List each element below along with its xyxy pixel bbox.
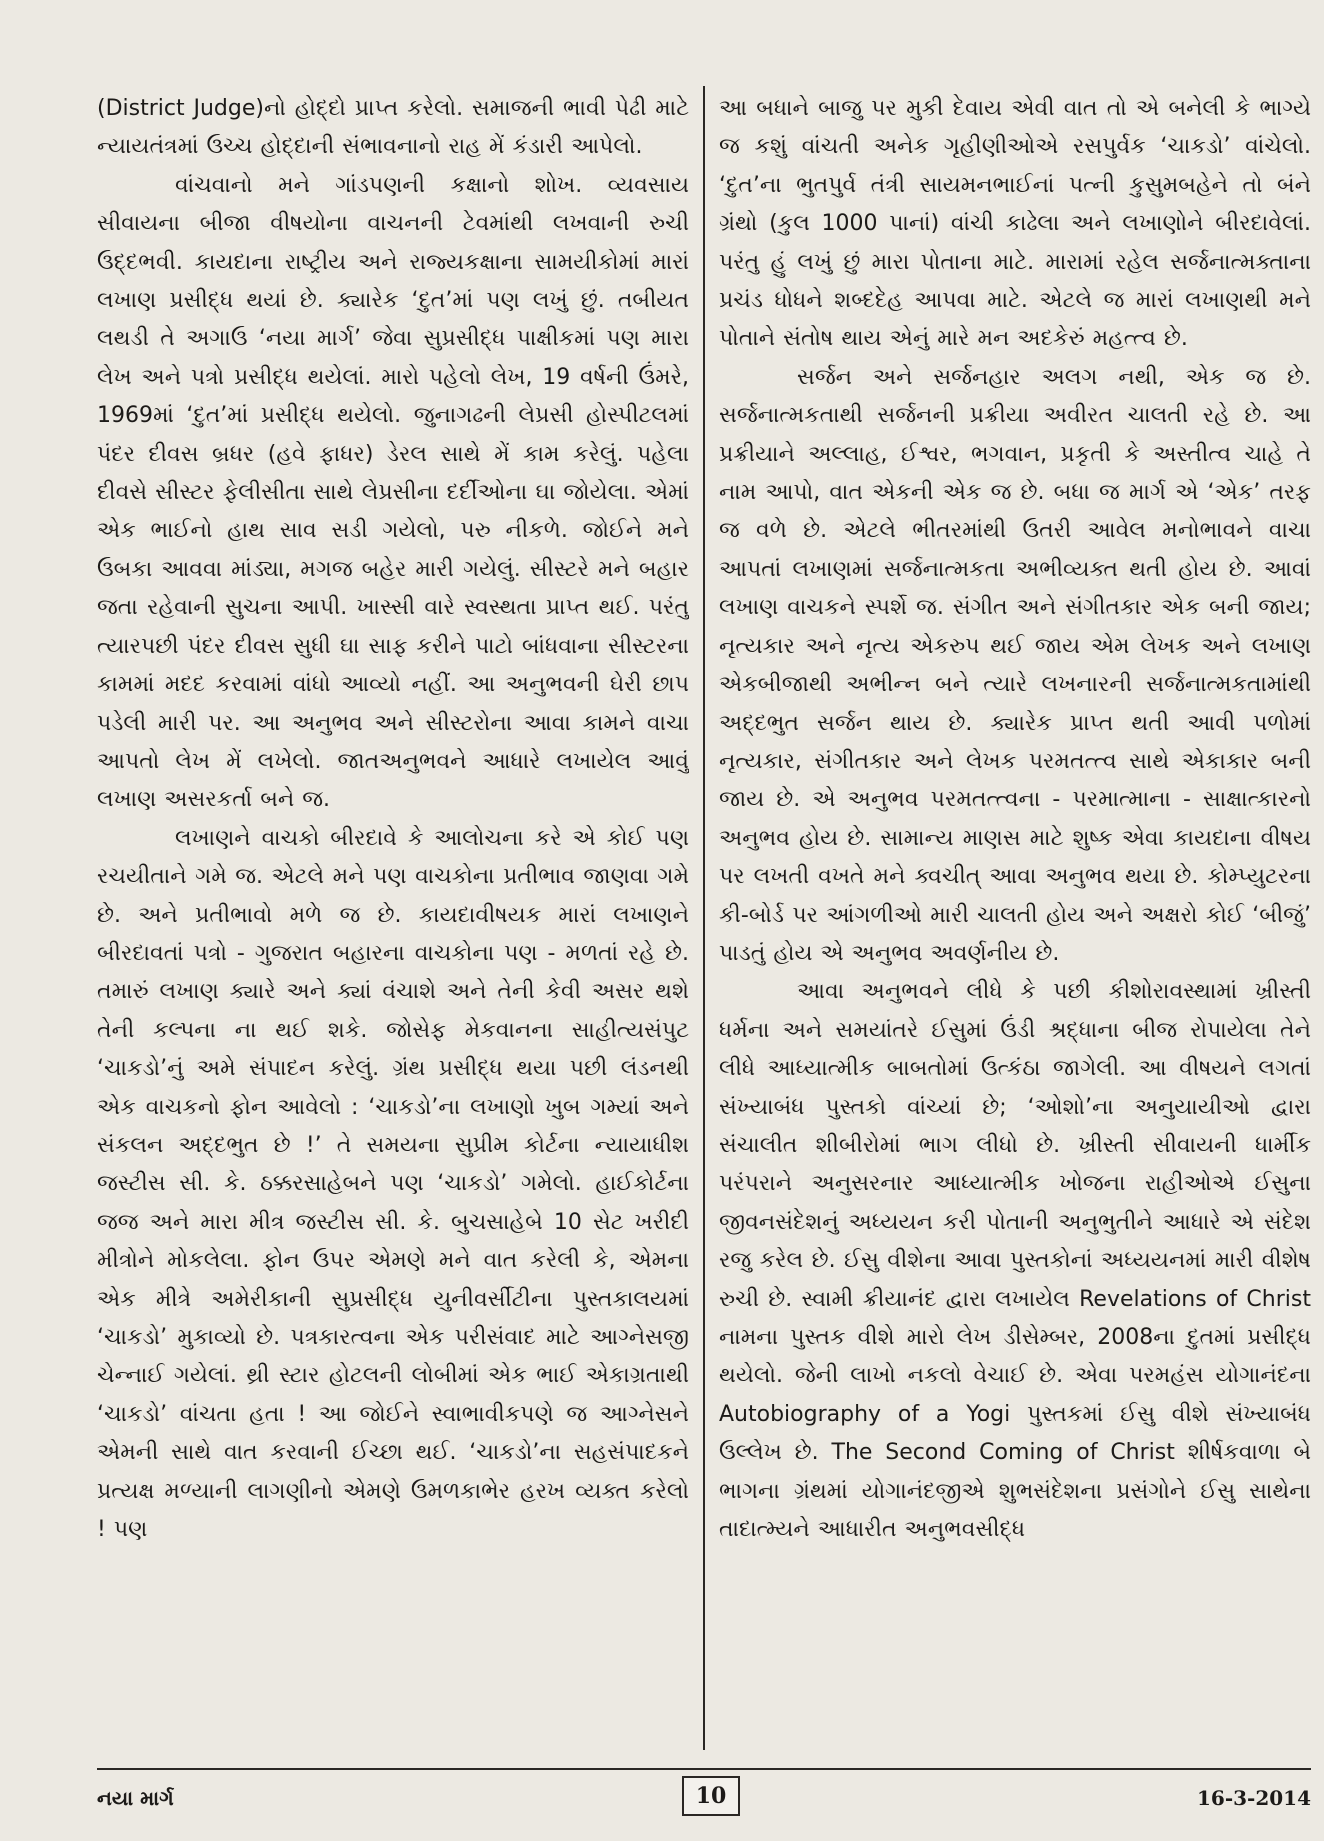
publication-name: નયા માર્ગ: [97, 1786, 174, 1810]
left-column: [97, 90, 689, 1750]
paragraph: વાંચવાનો મને ગાંડપણની કક્ષાનો શોખ. વ્યવસાય સીવાયના બીજા વીષયોના વાચનની ટેવમાંથી લખવાની રુચી ઉદ્દભવી. કાયદાના રાષ્ટ્રીય અને રાજ્યકક્ષાના સામયીકોમાં મારાં લખાણ પ્રસીદ્ધ થયાં છે. ક્યારેક ‘દુત’માં પણ લખું છું. તબીયત લથડી તે અગાઉ ‘નયા માર્ગ’ જેવા સુપ્રસીદ્ધ પાક્ષીકમાં પણ મારા લેખ અને પત્રો પ્રસીદ્ધ થયેલાં. મારો પહેલો લેખ, 19 વર્ષની ઉંમરે, 1969માં ‘દુત’માં પ્રસીદ્ધ થયેલો. જુનાગઢની લેપ્રસી હોસ્પીટલમાં પંદર દીવસ બ્રધર (હવે ફાધર) ડેરલ સાથે મેં કામ કરેલું. પહેલા દીવસે સીસ્ટર ફેલીસીતા સાથે લેપ્રસીના દર્દીઓના ઘા જોયેલા. એમાં એક ભાઈનો હાથ સાવ સડી ગયેલો, પરુ નીકળે. જોઈને મને ઉબકા આવવા માંડ્યા, મગજ બહેર મારી ગયેલું. સીસ્ટરે મને બહાર જતા રહેવાની સુચના આપી. ખાસ્સી વારે સ્વસ્થતા પ્રાપ્ત થઈ. પરંતુ ત્યારપછી પંદર દીવસ સુધી ઘા સાફ કરીને પાટો બાંધવાના સીસ્ટરના કામમાં મદદ કરવામાં વાંધો આવ્યો નહીં. આ અનુભવની ઘેરી છાપ પડેલી મારી પર. આ અનુભવ અને સીસ્ટરોના આવા કામને વાચા આપતો લેખ મેં લખેલો. જાતઅનુભવને આધારે લખાયેલ આવું લખાણ અસરકર્તા બને જ.: [97, 172, 689, 813]
page-number: 10: [682, 1776, 740, 1816]
paragraph: (District Judge)નો હોદ્દો પ્રાપ્ત કરેલો. સમાજની ભાવી પેઢી માટે ન્યાયતંત્રમાં ઉચ્ચ હોદ્દાની સંભાવનાનો રાહ મેં કંડારી આપેલો.: [97, 96, 689, 160]
issue-date: 16-3-2014: [1196, 1786, 1311, 1810]
footer-rule: [97, 1768, 1311, 1770]
paragraph: સર્જન અને સર્જનહાર અલગ નથી, એક જ છે. સર્જનાત્મકતાથી સર્જનની પ્રક્રીયા અવીરત ચાલતી રહે છે. આ પ્રક્રીયાને અલ્લાહ, ઈશ્વર, ભગવાન, પ્રકૃતી કે અસ્તીત્વ ચાહે તે નામ આપો, વાત એકની એક જ છે. બધા જ માર્ગ એ ‘એક’ તરફ જ વળે છે. એટલે ભીતરમાંથી ઉતરી આવેલ મનોભાવને વાચા આપતાં લખાણમાં સર્જનાત્મકતા અભીવ્યક્ત થતી હોય છે. આવાં લખાણ વાચકને સ્પર્શે જ. સંગીત અને સંગીતકાર એક બની જાય; નૃત્યકાર અને નૃત્ય એકરુપ થઈ જાય એમ લેખક અને લખાણ એકબીજાથી અભીન્ન બને ત્યારે લખનારની સર્જનાત્મકતામાંથી અદ્દભુત સર્જન થાય છે. ક્યારેક પ્રાપ્ત થતી આવી પળોમાં નૃત્યકાર, સંગીતકાર અને લેખક પરમતત્ત્વ સાથે એકાકાર બની જાય છે. એ અનુભવ પરમતત્ત્વના - પરમાત્માના - સાક્ષાત્કારનો અનુભવ હોય છે. સામાન્ય માણસ માટે શુષ્ક એવા કાયદાના વીષય પર લખતી વખતે મને ક્વચીત્ આવા અનુભવ થયા છે. કોમ્પ્યુટરના કી-બોર્ડ પર આંગળીઓ મારી ચાલતી હોય અને અક્ષરો કોઈ ‘બીજું’ પાડતું હોય એ અનુભવ અવર્ણનીય છે.: [719, 364, 1311, 966]
column-divider: [703, 86, 705, 1750]
right-column: [719, 90, 1311, 1750]
paragraph: આવા અનુભવને લીધે કે પછી કીશોરાવસ્થામાં ખ્રીસ્તી ધર્મના અને સમયાંતરે ઈસુમાં ઉંડી શ્રદ્ધાના બીજ રોપાયેલા તેને લીધે આધ્યાત્મીક બાબતોમાં ઉત્કંઠા જાગેલી. આ વીષયને લગતાં સંખ્યાબંધ પુસ્તકો વાંચ્યાં છે; ‘ઓશો’ના અનુયાયીઓ દ્વારા સંચાલીત શીબીરોમાં ભાગ લીધો છે. ખ્રીસ્તી સીવાયની ધાર્મીક પરંપરાને અનુસરનાર આધ્યાત્મીક ખોજના રાહીઓએ ઈસુના જીવનસંદેશનું અધ્યયન કરી પોતાની અનુભુતીને આધારે એ સંદેશ રજુ કરેલ છે. ઈસુ વીશેના આવા પુસ્તકોનાં અધ્યયનમાં મારી વીશેષ રુચી છે. સ્વામી ક્રીયાનંદ દ્વારા લખાયેલ Revelations of Christ નામના પુસ્તક વીશે મારો લેખ ડીસેમ્બર, 2008ના દુતમાં પ્રસીદ્ધ થયેલો. જેની લાખો નકલો વેચાઈ છે. એવા પરમહંસ યોગાનંદના Autobiography of a Yogi પુસ્તકમાં ઈસુ વીશે સંખ્યાબંધ ઉલ્લેખ છે. The Second Coming of Christ શીર્ષકવાળા બે ભાગના ગ્રંથમાં યોગાનંદજીએ શુભસંદેશના પ્રસંગોને ઈસુ સાથેના તાદાત્મ્યને આધારીત અનુભવસીદ્ધ: [719, 979, 1311, 1543]
paragraph: આ બધાને બાજુ પર મુકી દેવાય એવી વાત તો એ બનેલી કે ભાગ્યે જ કશું વાંચતી અનેક ગૃહીણીઓએ રસપુર્વક ‘ચાકડો’ વાંચેલો. ‘દુત’ના ભુતપુર્વ તંત્રી સાયમનભાઈનાં પત્ની કુસુમબહેને તો બંને ગ્રંથો (કુલ 1000 પાનાં) વાંચી કાઢેલા અને લખાણોને બીરદાવેલાં. પરંતુ હું લખું છું મારા પોતાના માટે. મારામાં રહેલ સર્જનાત્મક્તાના પ્રચંડ ધોધને શબ્દદેહ આપવા માટે. એટલે જ મારાં લખાણથી મને પોતાને સંતોષ થાય એનું મારે મન અદકેરું મહત્ત્વ છે.: [719, 96, 1311, 352]
paragraph: લખાણને વાચકો બીરદાવે કે આલોચના કરે એ કોઈ પણ રચયીતાને ગમે જ. એટલે મને પણ વાચકોના પ્રતીભાવ જાણવા ગમે છે. અને પ્રતીભાવો મળે જ છે. કાયદાવીષયક મારાં લખાણને બીરદાવતાં પત્રો - ગુજરાત બહારના વાચકોના પણ - મળતાં રહે છે. તમારું લખાણ ક્યારે અને ક્યાં વંચાશે અને તેની કેવી અસર થશે તેની કલ્પના ના થઈ શકે. જોસેફ મેકવાનના સાહીત્યસંપુટ ‘ચાકડો’નું અમે સંપાદન કરેલું. ગ્રંથ પ્રસીદ્ધ થયા પછી લંડનથી એક વાચકનો ફોન આવેલો : ‘ચાકડો’ના લખાણો ખુબ ગમ્યાં અને સંકલન અદ્દભુત છે !’ તે સમયના સુપ્રીમ કોર્ટના ન્યાયાધીશ જસ્ટીસ સી. કે. ઠક્કરસાહેબને પણ ‘ચાકડો’ ગમેલો. હાઈકોર્ટના જજ અને મારા મીત્ર જસ્ટીસ સી. કે. બુચસાહેબે 10 સેટ ખરીદી મીત્રોને મોકલેલા. ફોન ઉપર એમણે મને વાત કરેલી કે, એમના એક મીત્રે અમેરીકાની સુપ્રસીદ્ધ યુનીવર્સીટીના પુસ્તકાલયમાં ‘ચાકડો’ મુકાવ્યો છે. પત્રકારત્વના એક પરીસંવાદ માટે આગ્નેસજી ચેન્નાઈ ગયેલાં. થ્રી સ્ટાર હોટલની લોબીમાં એક ભાઈ એકાગ્રતાથી ‘ચાકડો’ વાંચતા હતા ! આ જોઈને સ્વાભાવીકપણે જ આગ્નેસને એમની સાથે વાત કરવાની ઈચ્છા થઈ. ‘ચાકડો’ના સહસંપાદકને પ્રત્યક્ષ મળ્યાની લાગણીનો એમણે ઉમળકાભેર હરખ વ્યક્ત કરેલો ! પણ: [97, 825, 689, 1543]
